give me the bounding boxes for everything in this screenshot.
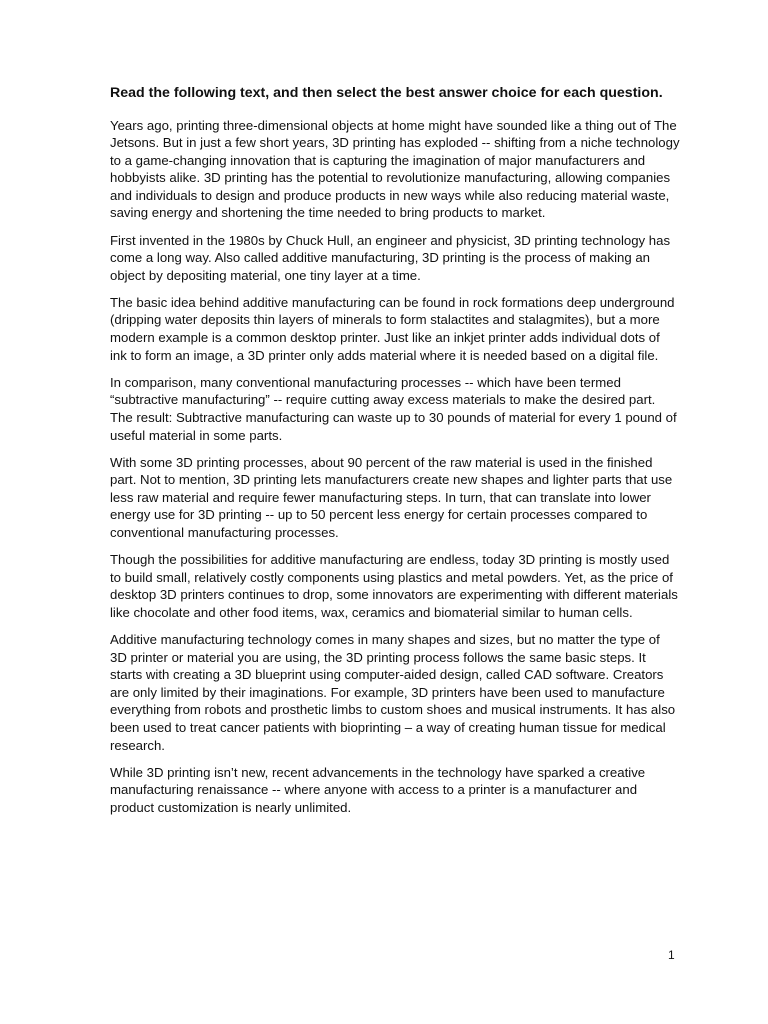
paragraph-materials: Though the possibilities for additive manufacturing are endless, today 3D printing is mostly used to build small, relatively costly components using plastics and metal powders. Yet, as the price of desktop 3D printers continues to drop, some innovators are experimenting with different materials like chocolate and other food items, wax, ceramics and biomaterial similar to human cells. — [110, 552, 678, 620]
paragraph-efficiency: With some 3D printing processes, about 90 percent of the raw material is used in the finished part. Not to mention, 3D printing lets manufacturers create new shapes and lighter parts that use less raw material and require fewer manufacturing steps. In turn, that can translate into lower energy use for 3D printing -- up to 50 percent less energy for certain processes compared to conventional manufacturing processes. — [110, 454, 673, 540]
paragraph-intro: Years ago, printing three-dimensional objects at home might have sounded like a thing out of The Jetsons. But in just a few short years, 3D printing has exploded -- shifting from a niche technology to a game-changing innovation that is capturing the imagination of major manufacturers and hobbyists alike. 3D printing has the potential to revolutionize manufacturing, allowing companies and individuals to design and produce products in new ways while also reducing material waste, saving energy and shortening the time needed to bring products to market. — [110, 117, 680, 221]
paragraph-conclusion: While 3D printing isn’t new, recent advancements in the technology have sparked a creative manufacturing renaissance -- where anyone with access to a printer is a manufacturer and product customization is nearly unlimited. — [110, 764, 646, 815]
paragraph-process: Additive manufacturing technology comes in many shapes and sizes, but no matter the type of 3D printer or material you are using, the 3D printing process follows the same basic steps. It starts with creating a 3D blueprint using computer-aided design, called CAD software. Creators are only limited by their imaginations. For example, 3D printers have been used to manufacture everything from robots and prosthetic limbs to custom shoes and musical instruments. It has also been used to treat cancer patients with bioprinting – a way of creating human tissue for medical research. — [110, 631, 676, 753]
paragraph-comparison: In comparison, many conventional manufacturing processes -- which have been termed “subtractive manufacturing” -- require cutting away excess materials to make the desired part. The result: Subtractive manufacturing can waste up to 30 pounds of material for every 1 pound of useful material in some parts. — [110, 374, 677, 443]
page-number: 1 — [668, 948, 675, 962]
paragraph-basic-idea: The basic idea behind additive manufacturing can be found in rock formations deep underground (dripping water deposits thin layers of minerals to form stalactites and stalagmites), but a more modern example is a common desktop printer. Just like an inkjet printer adds individual dots of ink to form an image, a 3D printer only adds material where it is needed based on a digital file. — [110, 294, 675, 363]
document-body — [110, 85, 680, 826]
paragraph-history: First invented in the 1980s by Chuck Hull, an engineer and physicist, 3D printing technology has come a long way. Also called additive manufacturing, 3D printing is the process of making an object by depositing material, one tiny layer at a time. — [110, 232, 671, 283]
instruction-heading: Read the following text, and then select the best answer choice for each question. — [110, 85, 663, 101]
